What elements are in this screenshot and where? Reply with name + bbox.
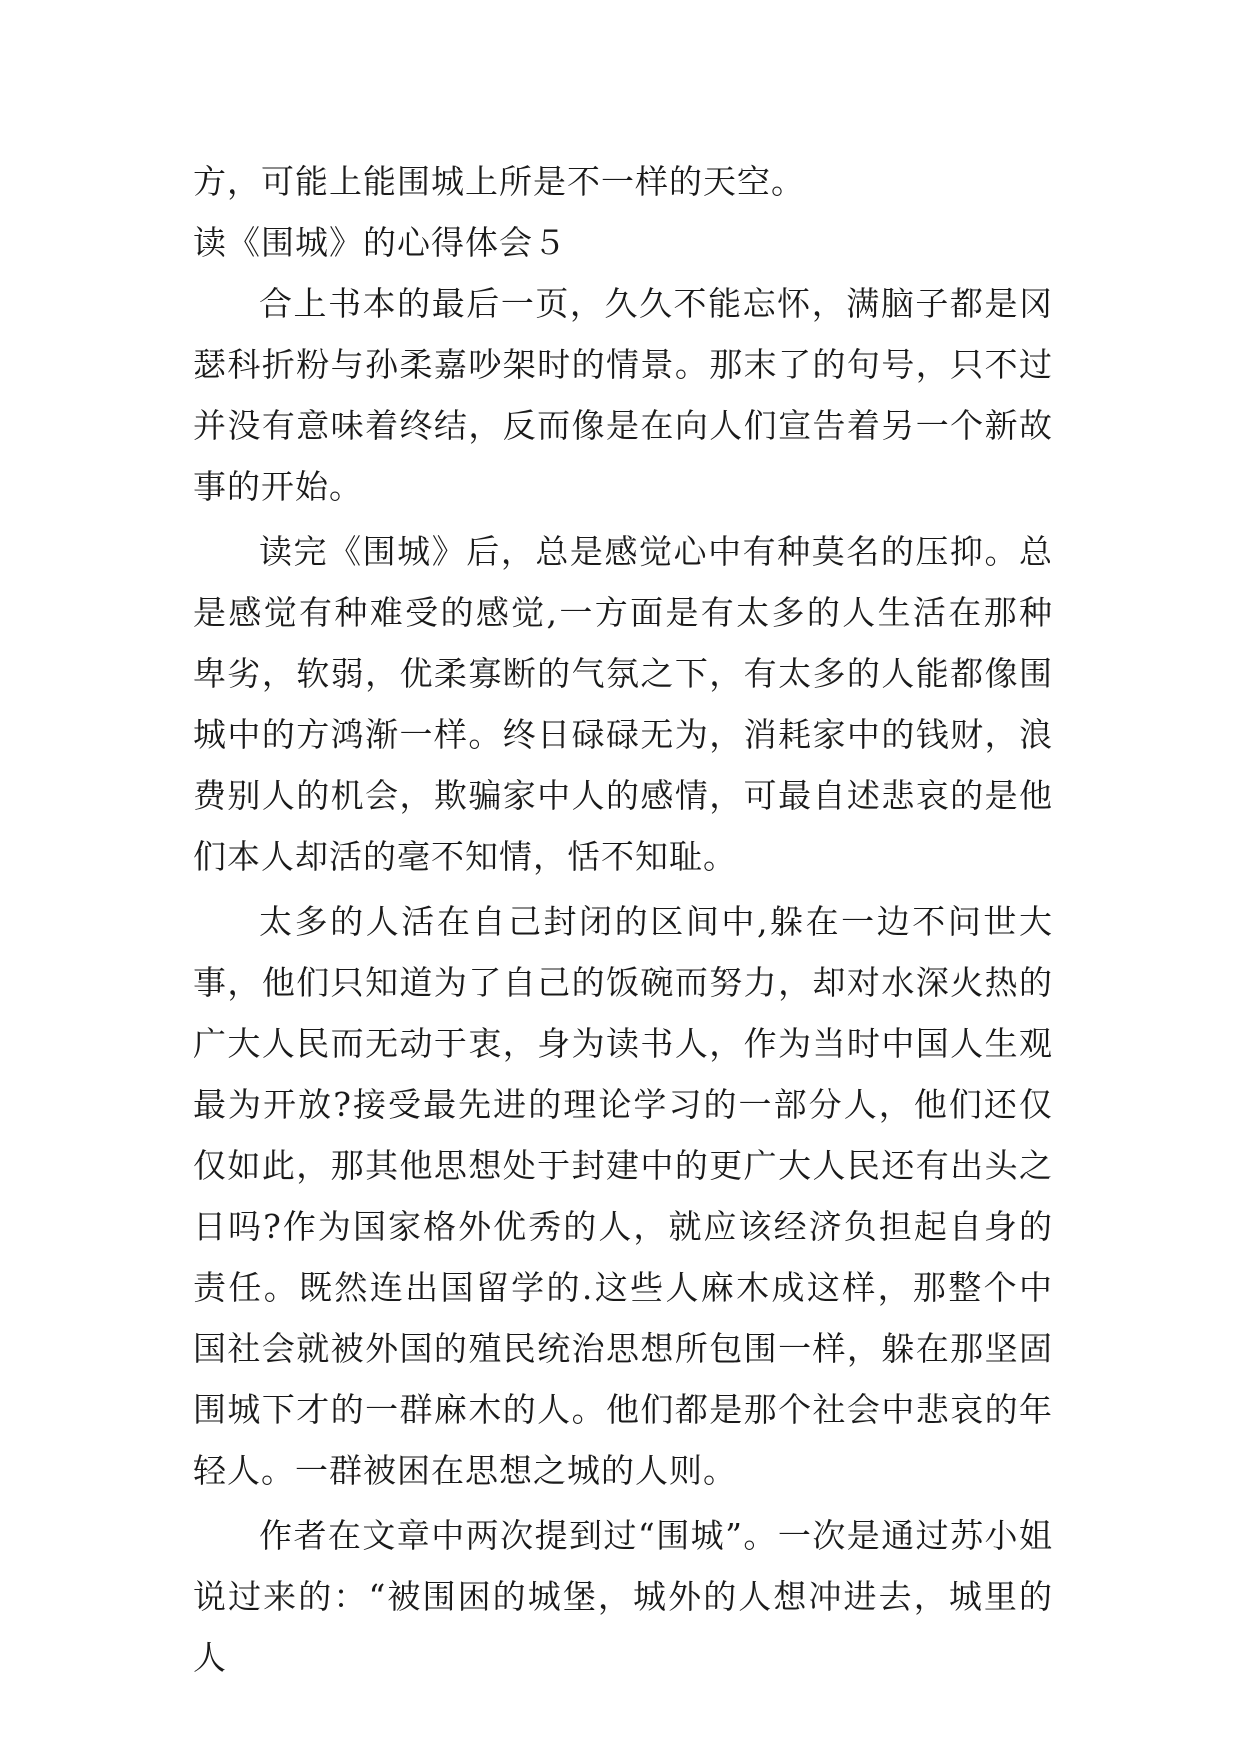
paragraph: 太多的人活在自己封闭的区间中,躲在一边不问世大事，他们只知道为了自己的饭碗而努力，却对水深火热的广大人民而无动于衷，身为读书人，作为当时中国人生观最为开放?接受最先进的理论学习的一部分人，他们还仅仅如此，那其他思想处于封建中的更广大人民还有出头之日吗?作为国家格外优秀的人，就应该经济负担起自身的责任。既然连出国留学的.这些人麻木成这样，那整个中国社会就被外国的殖民统治思想所包围一样，躲在那坚固围城下才的一群麻木的人。他们都是那个社会中悲哀的年轻人。一群被困在思想之城的人则。 — [193, 902, 1053, 1490]
paragraph: 读完《围城》后，总是感觉心中有种莫名的压抑。总是感觉有种难受的感觉,一方面是有太多的人生活在那种卑劣，软弱，优柔寡断的气氛之下，有太多的人能都像围城中的方鸿渐一样。终日碌碌无为，消耗家中的钱财，浪费别人的机会，欺骗家中人的感情，可最自述悲哀的是他们本人却活的毫不知情，恬不知耻。 — [193, 532, 1053, 876]
continued-text-line: 方，可能上能围城上所是不一样的天空。 — [193, 162, 805, 201]
section-heading: 读《围城》的心得体会５ — [193, 223, 567, 262]
paragraph: 合上书本的最后一页，久久不能忘怀，满脑子都是冈瑟科折粉与孙柔嘉吵架时的情景。那末了的句号，只不过并没有意味着终结，反而像是在向人们宣告着另一个新故事的开始。 — [193, 284, 1053, 506]
paragraph: 作者在文章中两次提到过“围城”。一次是通过苏小姐说过来的：“被围困的城堡，城外的人想冲进去，城里的人 — [193, 1516, 1053, 1677]
document-body — [193, 151, 1053, 1692]
